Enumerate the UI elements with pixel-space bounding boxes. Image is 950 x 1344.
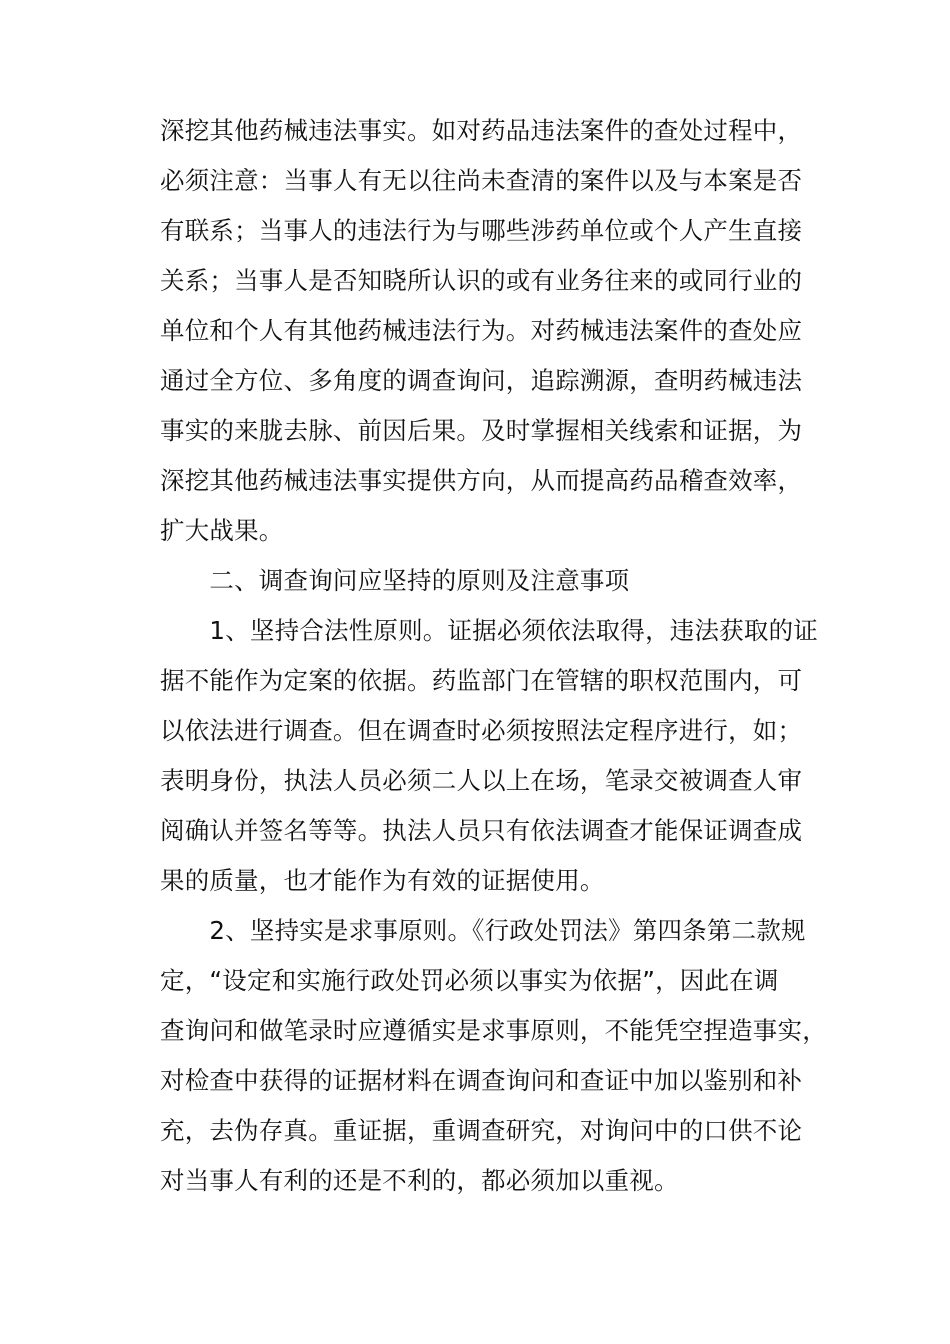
- text-line: 单位和个人有其他药械违法行为。对药械违法案件的查处应: [160, 316, 803, 345]
- paragraph-continuation: [160, 106, 803, 556]
- text-line: 深挖其他药械违法事实。如对药品违法案件的查处过程中，: [160, 116, 803, 145]
- text-line: 阅确认并签名等等。执法人员只有依法调查才能保证调查成: [160, 816, 803, 845]
- text-line: 查询问和做笔录时应遵循实是求事原则，不能凭空捏造事实，: [160, 1016, 827, 1045]
- text-line: 充，去伪存真。重证据，重调查研究，对询问中的口供不论: [160, 1116, 803, 1145]
- text-line: 1、坚持合法性原则。证据必须依法取得，违法获取的证: [160, 616, 818, 645]
- text-line: 定，“设定和实施行政处罚必须以事实为依据”，因此在调: [160, 966, 779, 995]
- text-line: 表明身份，执法人员必须二人以上在场，笔录交被调查人审: [160, 766, 803, 795]
- paragraph-principle-2: [160, 906, 827, 1206]
- text-line: 对当事人有利的还是不利的，都必须加以重视。: [160, 1166, 679, 1195]
- text-line: 有联系；当事人的违法行为与哪些涉药单位或个人产生直接: [160, 216, 803, 245]
- paragraph-principle-1: [160, 606, 818, 906]
- text-line: 以依法进行调查。但在调查时必须按照法定程序进行，如；: [160, 716, 803, 745]
- text-line: 据不能作为定案的依据。药监部门在管辖的职权范围内，可: [160, 666, 803, 695]
- text-line: 扩大战果。: [160, 516, 284, 545]
- section-heading: [160, 556, 800, 606]
- text-line: 必须注意：当事人有无以往尚未查清的案件以及与本案是否: [160, 166, 803, 195]
- text-line: 事实的来胧去脉、前因后果。及时掌握相关线索和证据，为: [160, 416, 803, 445]
- text-line: 2、坚持实是求事原则。《行政处罚法》第四条第二款规: [160, 916, 806, 945]
- text-line: 对检查中获得的证据材料在调查询问和查证中加以鉴别和补: [160, 1066, 803, 1095]
- text-line: 深挖其他药械违法事实提供方向，从而提高药品稽查效率，: [160, 466, 803, 495]
- text-line: 关系；当事人是否知晓所认识的或有业务往来的或同行业的: [160, 266, 803, 295]
- text-line: 果的质量，也才能作为有效的证据使用。: [160, 866, 605, 895]
- text-line: 通过全方位、多角度的调查询问，追踪溯源，查明药械违法: [160, 366, 803, 395]
- section-heading-text: 二、调查询问应坚持的原则及注意事项: [160, 566, 630, 595]
